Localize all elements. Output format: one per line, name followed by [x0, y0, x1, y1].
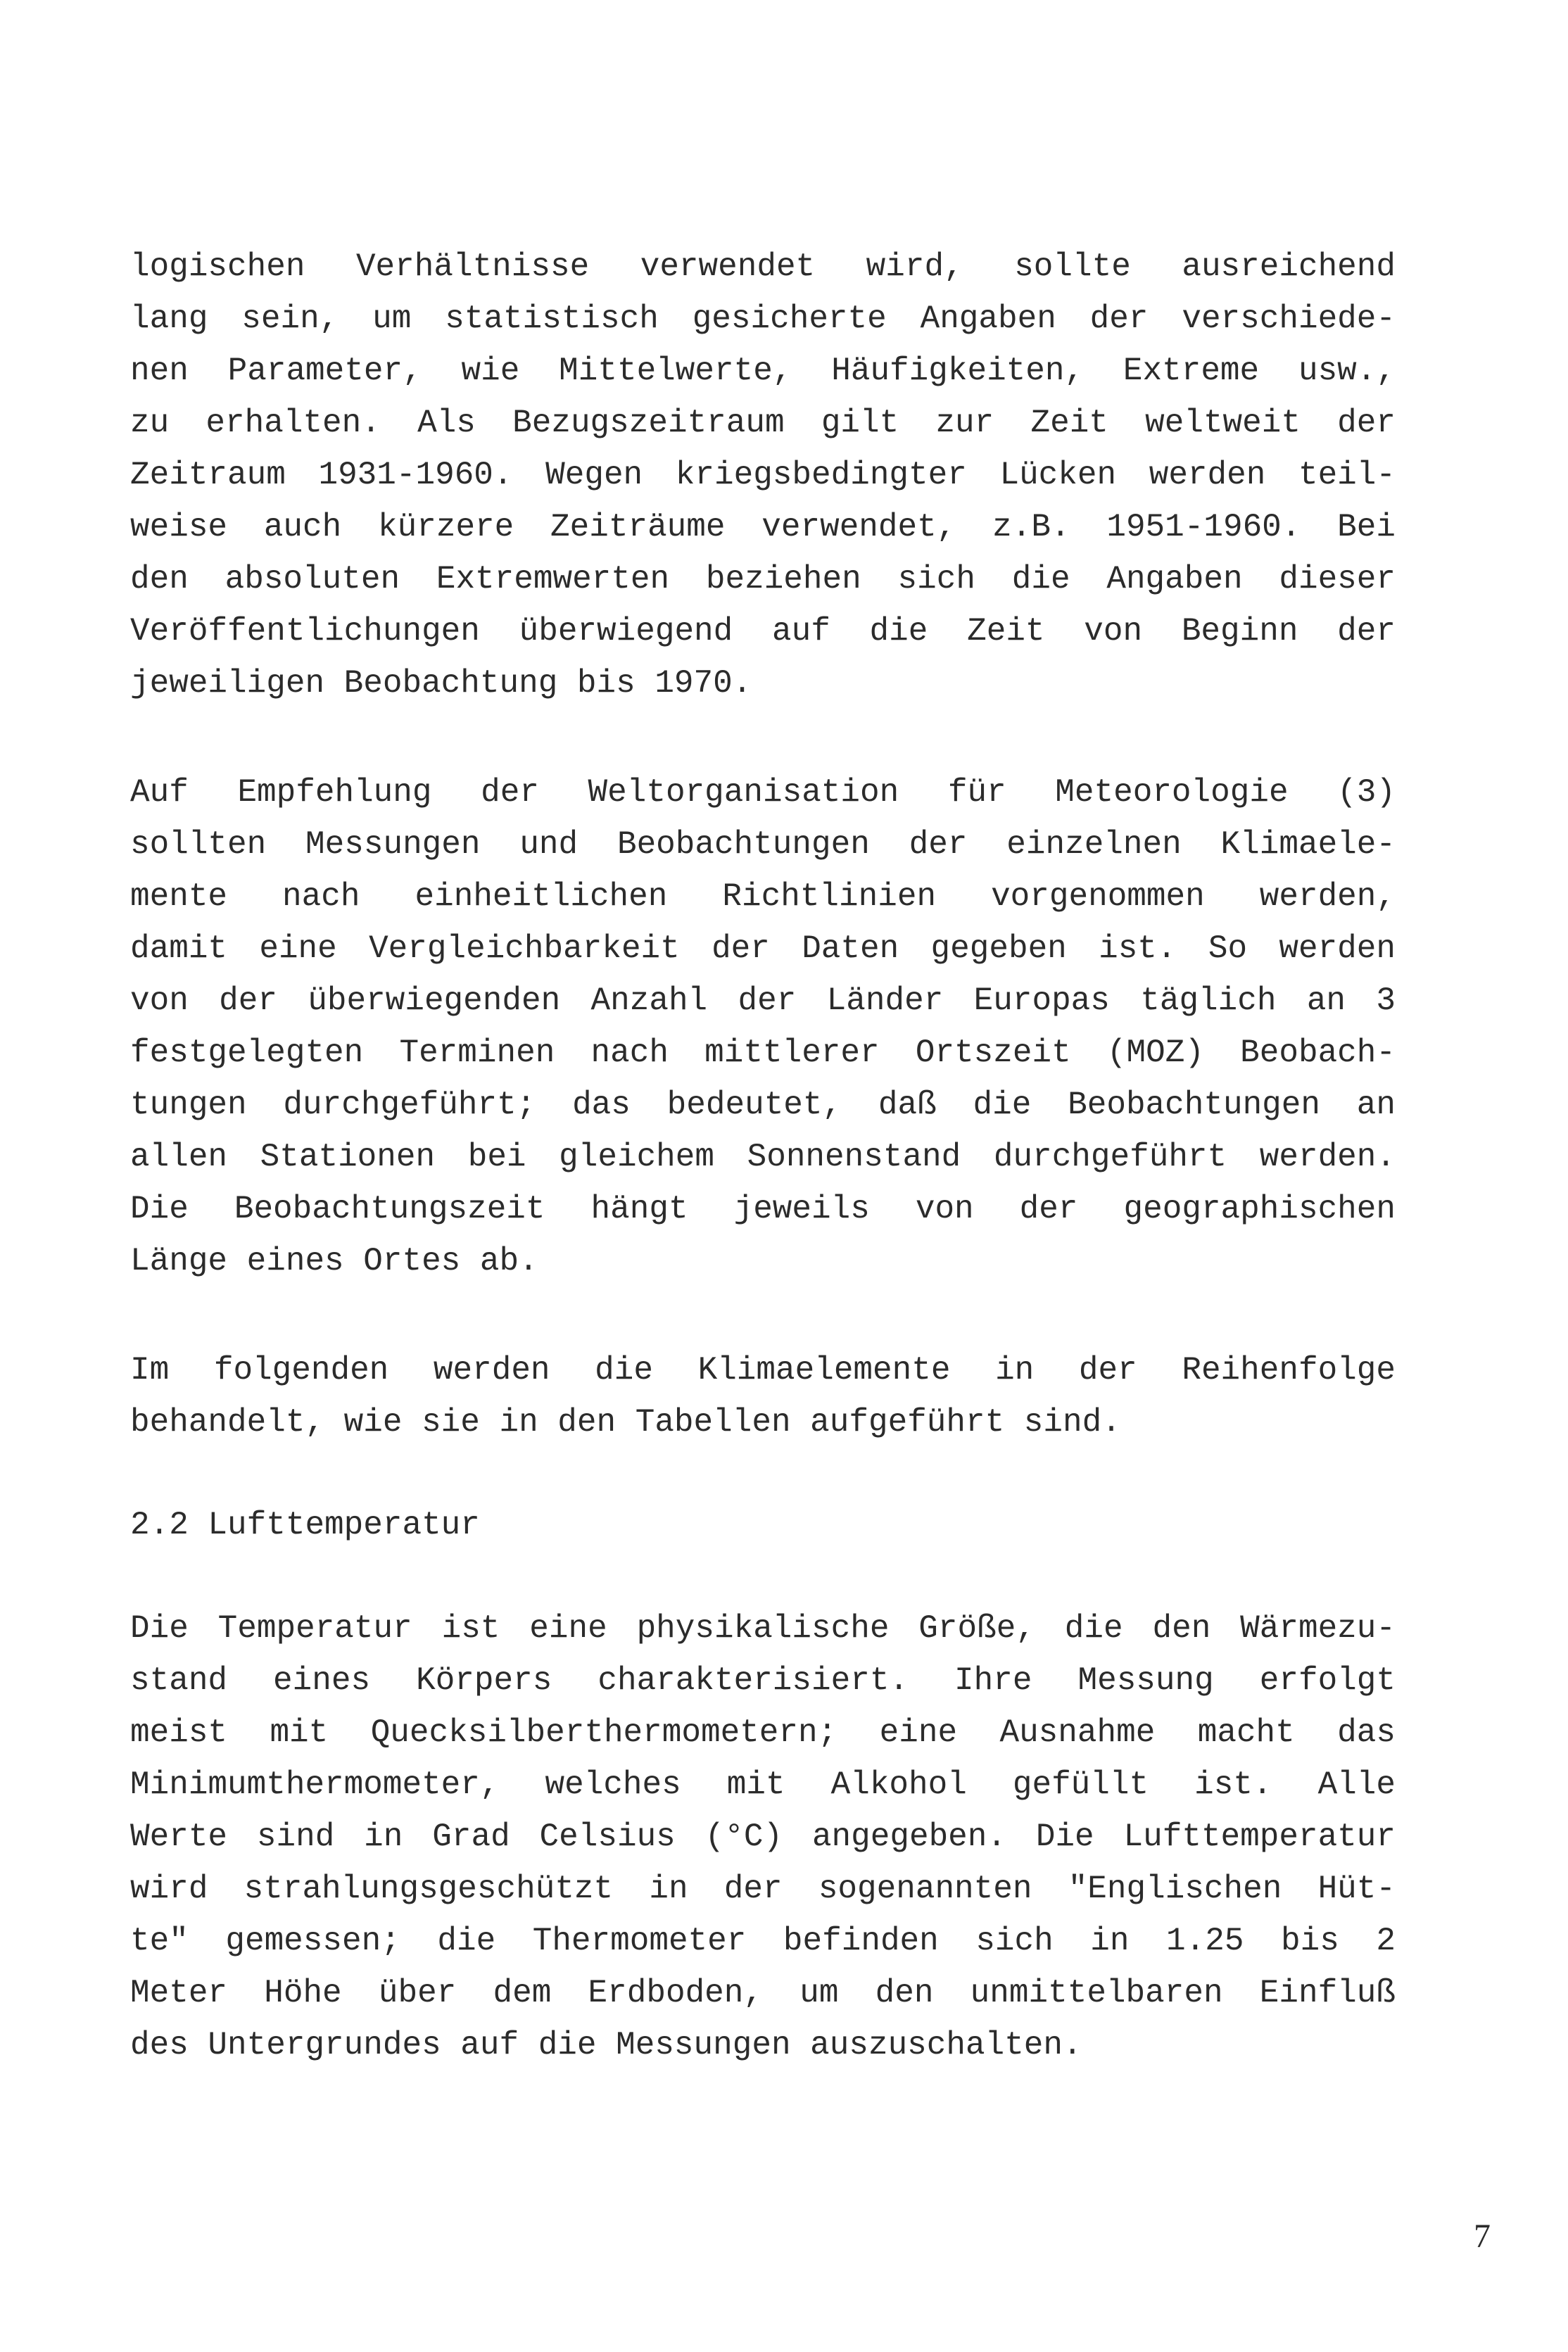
text-line: Die Temperatur ist eine physikalische Größe, die den Wärmezu- [130, 1610, 1396, 1647]
text-line: Länge eines Ortes ab. [130, 1243, 538, 1279]
section-heading: 2.2 Lufttemperatur [130, 1507, 480, 1543]
text-line: den absoluten Extremwerten beziehen sich die Angaben dieser [130, 561, 1396, 598]
text-line: jeweiligen Beobachtung bis 1970. [130, 665, 752, 702]
text-line: Meter Höhe über dem Erdboden, um den unmittelbaren Einfluß [130, 1975, 1396, 2011]
text-line: Minimumthermometer, welches mit Alkohol gefüllt ist. Alle [130, 1766, 1396, 1803]
text-line: te" gemessen; die Thermometer befinden sich in 1.25 bis 2 [130, 1923, 1396, 1959]
text-line: Auf Empfehlung der Weltorganisation für Meteorologie (3) [130, 774, 1396, 811]
text-line: sollten Messungen und Beobachtungen der einzelnen Klimaele- [130, 826, 1396, 863]
text-line: damit eine Vergleichbarkeit der Daten gegeben ist. So werden [130, 930, 1396, 967]
text-line: logischen Verhältnisse verwendet wird, sollte ausreichend [130, 248, 1396, 285]
text-line: allen Stationen bei gleichem Sonnenstand durchgeführt werden. [130, 1139, 1396, 1175]
paragraph-order [130, 1344, 1396, 1448]
text-line: zu erhalten. Als Bezugszeitraum gilt zur Zeit weltweit der [130, 405, 1396, 441]
paragraph-reference-period [130, 241, 1396, 709]
page-number: 7 [1474, 2218, 1491, 2255]
paragraph-air-temperature [130, 1602, 1396, 2071]
text-line: weise auch kürzere Zeiträume verwendet, z.B. 1951-1960. Bei [130, 509, 1396, 545]
text-line: von der überwiegenden Anzahl der Länder Europas täglich an 3 [130, 982, 1396, 1019]
paragraph-observation-standards [130, 766, 1396, 1287]
text-line: behandelt, wie sie in den Tabellen aufgeführt sind. [130, 1404, 1121, 1441]
text-line: stand eines Körpers charakterisiert. Ihre Messung erfolgt [130, 1662, 1396, 1699]
text-line: des Untergrundes auf die Messungen auszuschalten. [130, 2027, 1082, 2063]
text-line: nen Parameter, wie Mittelwerte, Häufigkeiten, Extreme usw., [130, 353, 1396, 389]
text-line: wird strahlungsgeschützt in der sogenannten "Englischen Hüt- [130, 1871, 1396, 1907]
text-line: tungen durchgeführt; das bedeutet, daß die Beobachtungen an [130, 1087, 1396, 1123]
text-line: mente nach einheitlichen Richtlinien vorgenommen werden, [130, 878, 1396, 915]
text-line: Die Beobachtungszeit hängt jeweils von der geographischen [130, 1191, 1396, 1227]
text-line: meist mit Quecksilberthermometern; eine Ausnahme macht das [130, 1714, 1396, 1751]
text-line: Veröffentlichungen überwiegend auf die Zeit von Beginn der [130, 613, 1396, 650]
text-line: Im folgenden werden die Klimaelemente in der Reihenfolge [130, 1352, 1396, 1389]
text-line: Zeitraum 1931-1960. Wegen kriegsbedingter Lücken werden teil- [130, 457, 1396, 493]
text-line: festgelegten Terminen nach mittlerer Ortszeit (MOZ) Beobach- [130, 1035, 1396, 1071]
text-line: Werte sind in Grad Celsius (°C) angegeben. Die Lufttemperatur [130, 1819, 1396, 1855]
text-line: lang sein, um statistisch gesicherte Angaben der verschiede- [130, 301, 1396, 337]
